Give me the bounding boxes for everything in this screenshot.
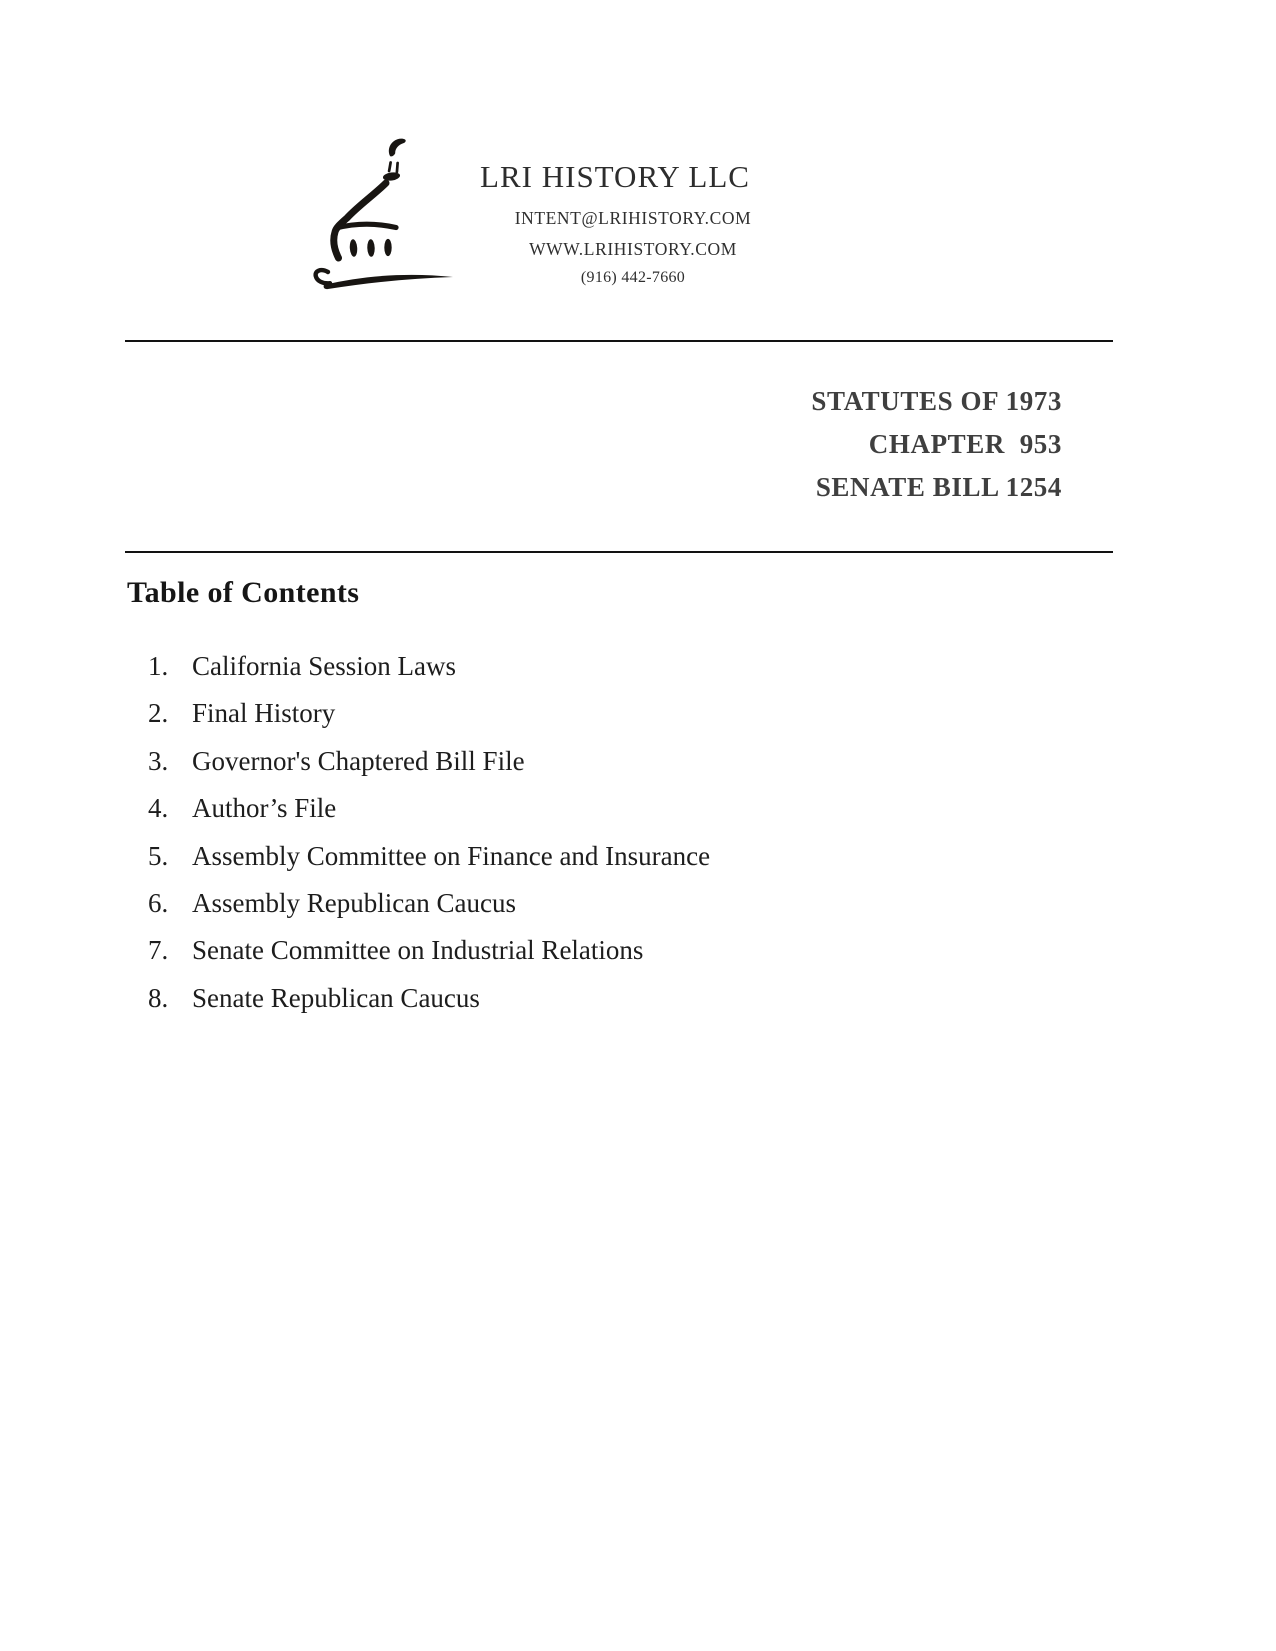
toc-item [148,880,710,927]
toc-item [148,975,710,1022]
statutes-line: STATUTES OF 1973 [811,386,1062,416]
toc-list [148,643,710,1022]
senate-bill-line: SENATE BILL 1254 [815,472,1062,502]
toc-item-label: Assembly Committee on Finance and Insurance [192,840,711,871]
toc-item [148,785,710,832]
toc-item-number: 8. [148,982,169,1013]
toc-item-number: 4. [148,793,169,824]
logo-flag [389,139,406,157]
toc-item-label: Senate Republican Caucus [192,982,480,1013]
toc-item-label: Assembly Republican Caucus [192,887,516,918]
bill-reference-block [811,380,1062,509]
company-website: WWW.LRIHISTORY.COM [529,239,737,259]
chapter-line: CHAPTER 953 [868,429,1062,459]
toc-item [148,643,710,690]
toc-item-number: 3. [148,745,169,776]
logo-base-hook [316,270,330,283]
divider-top [125,340,1113,342]
toc-item-number: 2. [148,698,169,729]
toc-item-label: California Session Laws [192,651,456,681]
toc-item [148,738,710,785]
toc-item-number: 7. [148,935,169,966]
toc-item-label: Author’s File [192,793,337,824]
toc-heading: Table of Contents [127,576,360,609]
toc-item-label: Senate Committee on Industrial Relations [192,935,644,966]
toc-item-number: 1. [148,651,169,681]
company-name: LRI HISTORY LLC [480,159,750,194]
divider-middle [125,551,1113,553]
toc-item-number: 5. [148,840,169,871]
toc-item-label: Final History [192,698,336,729]
company-phone: (916) 442-7660 [580,269,686,286]
toc-item [148,927,710,974]
toc-item [148,833,710,880]
company-email: INTENT@LRIHISTORY.COM [514,208,752,228]
toc-item-label: Governor's Chaptered Bill File [192,745,525,776]
toc-item [148,690,710,737]
toc-item-number: 6. [148,887,169,918]
